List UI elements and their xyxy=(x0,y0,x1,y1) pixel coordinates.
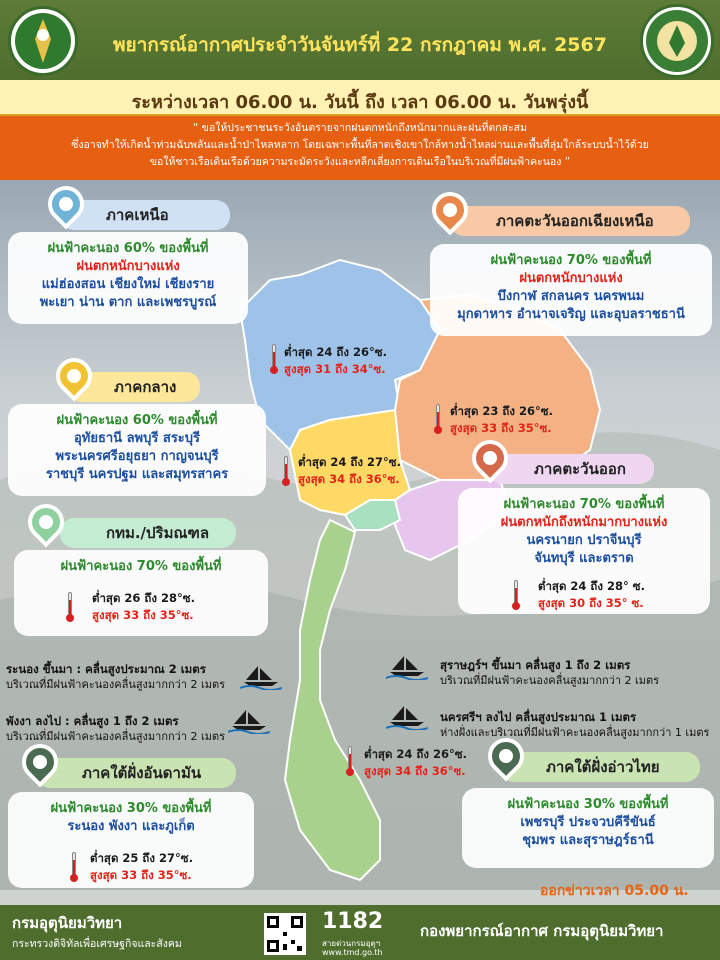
northeast-thermometer-icon xyxy=(434,404,442,434)
warning-banner xyxy=(0,116,720,180)
northeast-rain: ฝนฟ้าคะนอง 70% ของพื้นที่ xyxy=(490,253,652,268)
south-east-name: ภาคใต้ฝั่งอ่าวไทย xyxy=(546,758,660,776)
south-west-tmin: ต่ำสุด 25 ถึง 27°ซ. xyxy=(90,851,193,865)
website: www.tmd.go.th xyxy=(322,948,383,957)
south-west-area-1: ระนอง พังงา และภูเก็ต xyxy=(67,819,195,834)
wave-nakhon xyxy=(440,710,709,740)
north-area-1: แม่ฮ่องสอน เชียงใหม่ เชียงราย xyxy=(41,277,215,292)
east-temp xyxy=(538,578,645,612)
north-heavy: ฝนตกหนักบางแห่ง xyxy=(76,259,180,274)
northeast-name: ภาคตะวันออกเฉียงเหนือ xyxy=(496,212,654,230)
bangkok-rain: ฝนฟ้าคะนอง 70% ของพื้นที่ xyxy=(60,559,222,574)
left-logo xyxy=(8,6,78,76)
warning-line-1: “ ขอให้ประชาชนระวังอันตรายจากฝนตกหนักถึงหนักมากและฝนที่ตกสะสม xyxy=(192,122,527,134)
wave-surat-sub: บริเวณที่มีฝนฟ้าคะนองคลื่นสูงมากกว่า 2 เมตร xyxy=(440,674,660,687)
warning-line-2: ซึ่งอาจทำให้เกิดน้ำท่วมฉับพลันและน้ำป่าไหลหลาก โดยเฉพาะพื้นที่ลาดเชิงเขาใกล้ทางน้ำไหลผ่านและพื้นที่ลุ่มใกล้ระบบน้ำไว้ด้วย xyxy=(71,139,649,151)
bangkok-tmin: ต่ำสุด 26 ถึง 28°ซ. xyxy=(92,591,195,605)
footer-ministry: กระทรวงดิจิทัลเพื่อเศรษฐกิจและสังคม xyxy=(12,938,182,950)
central-area-3: ราชบุรี นครปฐม และสมุทรสาคร xyxy=(45,467,229,482)
wave-surat xyxy=(440,658,659,688)
north-temp xyxy=(284,344,387,378)
central-temp xyxy=(298,454,401,488)
bangkok-tag xyxy=(60,518,236,548)
east-rain: ฝนฟ้าคะนอง 70% ของพื้นที่ xyxy=(503,497,665,512)
central-card xyxy=(8,404,266,496)
south-west-tag xyxy=(36,758,236,788)
footer xyxy=(0,905,720,960)
boat-icon xyxy=(228,708,270,734)
header-bar xyxy=(0,0,720,80)
wave-surat-head: สุราษฎร์ฯ ขึ้นมา คลื่นสูง 1 ถึง 2 เมตร xyxy=(440,658,631,672)
south-east-area-1: เพชรบุรี ประจวบคีรีขันธ์ xyxy=(520,815,656,830)
south-west-temp xyxy=(90,850,193,884)
northeast-tag xyxy=(450,206,690,236)
south-west-thermometer-icon xyxy=(70,852,78,882)
boat-icon xyxy=(240,664,282,690)
central-rain: ฝนฟ้าคะนอง 60% ของพื้นที่ xyxy=(56,413,218,428)
wave-phangnga-head: พังงา ลงไป : คลื่นสูง 1 ถึง 2 เมตร xyxy=(6,714,179,728)
central-thermometer-icon xyxy=(282,456,290,486)
south-west-tmax: สูงสุด 33 ถึง 35°ซ. xyxy=(90,868,192,882)
central-area-1: อุทัยธานี ลพบุรี สระบุรี xyxy=(73,431,201,446)
central-tmax: สูงสุด 34 ถึง 36°ซ. xyxy=(298,472,400,486)
east-tag xyxy=(488,454,654,484)
issued-time: ออกข่าวเวลา 05.00 น. xyxy=(540,883,689,899)
northeast-tmax: สูงสุด 33 ถึง 35°ซ. xyxy=(450,421,552,435)
bangkok-temp xyxy=(92,590,195,624)
map-south xyxy=(285,520,380,880)
footer-org: กรมอุตุนิยมวิทยา xyxy=(12,914,123,932)
central-name: ภาคกลาง xyxy=(114,378,177,396)
footer-division: กองพยากรณ์อากาศ กรมอุตุนิยมวิทยา xyxy=(420,922,664,940)
north-thermometer-icon xyxy=(270,344,278,374)
east-area-1: นครนายก ปราจีนบุรี xyxy=(526,533,642,548)
central-area-2: พระนครศรีอยุธยา กาญจนบุรี xyxy=(55,449,219,464)
northeast-area-2: มุกดาหาร อำนาจเจริญ และอุบลราชธานี xyxy=(457,307,685,322)
south-east-thermometer-icon xyxy=(346,746,354,776)
northeast-temp xyxy=(450,403,553,437)
east-tmax: สูงสุด 30 ถึง 35° ซ. xyxy=(538,596,644,610)
east-name: ภาคตะวันออก xyxy=(534,460,626,478)
warning-line-3: ขอให้ชาวเรือเดินเรือด้วยความระมัดระวังและหลีกเลี่ยงการเดินเรือในบริเวณที่มีฝนฟ้าคะนอง ” xyxy=(149,156,571,168)
northeast-tmin: ต่ำสุด 23 ถึง 26°ซ. xyxy=(450,404,553,418)
wave-ranong-sub: บริเวณที่มีฝนฟ้าคะนองคลื่นสูงมากกว่า 2 เมตร xyxy=(6,678,226,691)
bangkok-tmax: สูงสุด 33 ถึง 35°ซ. xyxy=(92,608,194,622)
hotline-label: สายด่วนกรมอุตุฯ xyxy=(322,939,381,948)
south-east-tmin: ต่ำสุด 24 ถึง 26°ซ. xyxy=(364,747,467,761)
south-east-temp xyxy=(364,746,467,780)
bangkok-name: กทม./ปริมณฑล xyxy=(106,524,210,542)
wave-phangnga xyxy=(6,714,225,744)
central-tmin: ต่ำสุด 24 ถึง 27°ซ. xyxy=(298,455,401,469)
northeast-heavy: ฝนตกหนักบางแห่ง xyxy=(519,271,623,286)
north-area-2: พะเยา น่าน ตาก และเพชรบูรณ์ xyxy=(39,295,217,310)
wave-nakhon-head: นครศรีฯ ลงไป คลื่นสูงประมาณ 1 เมตร xyxy=(440,710,637,724)
east-thermometer-icon xyxy=(512,580,520,610)
boat-icon xyxy=(386,654,428,680)
wave-ranong xyxy=(6,662,225,692)
north-name: ภาคเหนือ xyxy=(106,206,169,224)
south-east-card xyxy=(462,788,714,868)
north-tag xyxy=(60,200,230,230)
south-west-name: ภาคใต้ฝั่งอันดามัน xyxy=(82,764,202,782)
wave-nakhon-sub: ห่างฝั่งและบริเวณที่มีฝนฟ้าคะนองคลื่นสูงมากกว่า 1 เมตร xyxy=(440,726,710,739)
wave-ranong-head: ระนอง ขึ้นมา : คลื่นสูงประมาณ 2 เมตร xyxy=(6,662,206,676)
tmd-logo xyxy=(640,4,714,78)
north-rain: ฝนฟ้าคะนอง 60% ของพื้นที่ xyxy=(47,241,209,256)
north-tmin: ต่ำสุด 24 ถึง 26°ซ. xyxy=(284,345,387,359)
east-tmin: ต่ำสุด 24 ถึง 28° ซ. xyxy=(538,579,645,593)
south-east-tmax: สูงสุด 34 ถึง 36°ซ. xyxy=(364,764,466,778)
south-east-area-2: ชุมพร และสุราษฎร์ธานี xyxy=(522,833,654,848)
forecast-period: ระหว่างเวลา 06.00 น. วันนี้ ถึง เวลา 06.00 น. วันพรุ่งนี้ xyxy=(131,92,589,113)
east-area-2: จันทบุรี และตราด xyxy=(534,551,634,566)
east-heavy: ฝนตกหนักถึงหนักมากบางแห่ง xyxy=(500,515,668,530)
northeast-card xyxy=(430,244,712,336)
north-tmax: สูงสุด 31 ถึง 34°ซ. xyxy=(284,362,386,376)
bangkok-thermometer-icon xyxy=(66,592,74,622)
page-title: พยากรณ์อากาศประจำวันจันทร์ที่ 22 กรกฎาคม พ.ศ. 2567 xyxy=(113,34,607,56)
south-east-tag xyxy=(500,752,700,782)
south-west-rain: ฝนฟ้าคะนอง 30% ของพื้นที่ xyxy=(50,801,212,816)
wave-phangnga-sub: บริเวณที่มีฝนฟ้าคะนองคลื่นสูงมากกว่า 2 เมตร xyxy=(6,730,226,743)
northeast-area-1: บึงกาฬ สกลนคร นครพนม xyxy=(497,289,645,304)
boat-icon xyxy=(386,704,428,730)
hotline-number: 1182 xyxy=(322,909,384,934)
forecast-period-bar xyxy=(0,80,720,116)
south-east-rain: ฝนฟ้าคะนอง 30% ของพื้นที่ xyxy=(507,797,669,812)
north-card xyxy=(8,232,248,324)
qr-code-icon xyxy=(264,913,306,955)
